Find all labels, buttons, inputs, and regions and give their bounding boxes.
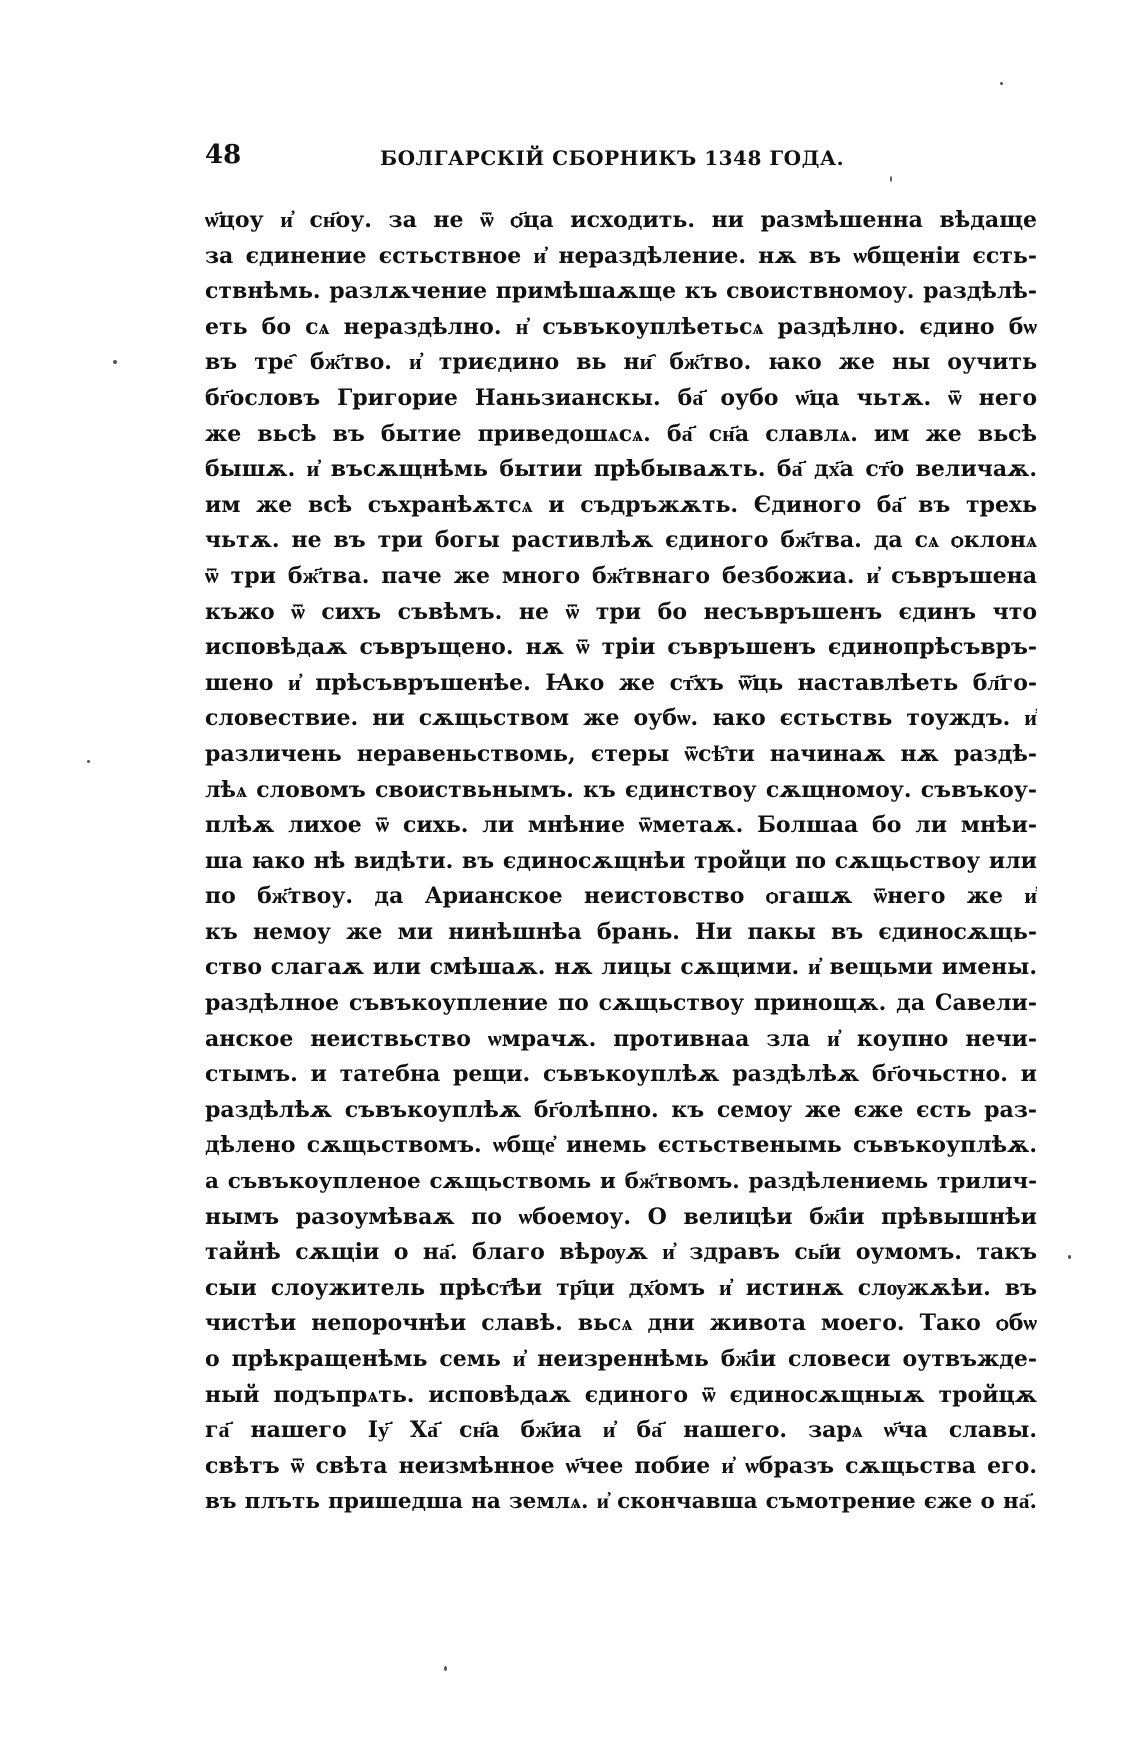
- text-line: еть бо сѧ нераздѣлно. н҆ съвъкоуплѣетьсѧ раздѣлно. єдино бѡ: [205, 313, 1037, 340]
- text-line: сыи слоужитель прѣст҃ѣи тр҃ци дх҃омъ и҆ истинѫ слѹжѫѣи. въ: [205, 1274, 1037, 1301]
- text-line: по бж҃твоу. да Арианское неистовство ѻгашѫ ѿнего же и҆: [205, 883, 1037, 910]
- text-line: къ немоу же ми нинѣшнѣа брань. Ни пакы въ єдиносѫщь-: [205, 918, 1037, 945]
- page-number: 48: [205, 140, 242, 170]
- running-title: БОЛГАРСКІЙ СБОРНИКЪ 1348 ГОДА.: [380, 146, 845, 170]
- text-line: га҃ нашего Іу҃ Ха҃ сн҃а бж҃иа и҆ ба҃ нашего. зарѧ ѡ҃ча славы.: [205, 1417, 1037, 1444]
- scan-speck: [890, 176, 892, 182]
- text-line: о прѣкращенѣмь семь и҆ неизреннѣмь бж҃іи словеси оутвъжде-: [205, 1346, 1037, 1372]
- text-line: ша ꙗко нѣ видѣти. въ єдиносѫщнѣи тройци по сѫщьствоу или: [205, 847, 1037, 874]
- text-line: нымъ разоумѣваѫ по ѡбоемоу. О велицѣи бж҃іи прѣвышнѣи: [205, 1203, 1037, 1230]
- text-line: за єдинение єстьствное и҆ нераздѣление. нѫ въ ѡбщеніи єсть-: [205, 242, 1037, 269]
- text-line: ство слагаѫ или смѣшаѫ. нѫ лицы сѫщими. и҆ вещьми имены.: [205, 954, 1037, 981]
- scan-speck: [444, 1666, 447, 1671]
- text-line: свѣтъ ѿ свѣта неизмѣнное ѡ҃чее побие и҆ ѡбразъ сѫщьства его.: [205, 1452, 1037, 1479]
- scan-speck: [87, 760, 90, 763]
- text-line: чьтѫ. не въ три богы растивлѣѫ єдиного бж҃тва. да сѧ ѻклонѧ: [205, 527, 1037, 554]
- text-line: чистѣи непорочнѣи славѣ. вьсѧ дни живота моего. Тако ѻбѡ: [205, 1310, 1037, 1337]
- text-line: бг҃ословъ Григорие Наньзианскы. ба҃ оубо ѡ҃ца чьтѫ. ѿ него: [205, 384, 1037, 411]
- text-line: же вьсѣ въ бытие приведошѧсѧ. ба҃ сн҃а славлѧ. им же вьсѣ: [205, 420, 1037, 447]
- text-line: а съвъкоупленое сѫщьствомь и бж҃твомъ. раздѣлениемь трилич-: [205, 1169, 1037, 1195]
- text-line: словествие. ни сѫщьством же оубѡ. ꙗко єстьствь тоуждъ. и҆: [205, 705, 1037, 732]
- text-line: ствнѣмь. разлѫчение примѣшаѫще къ своиствномоу. раздѣлѣ-: [205, 278, 1037, 305]
- text-line: различень неравеньствомь, єтеры ѿсѣ҄ти начинаѫ нѫ раздѣ-: [205, 740, 1037, 767]
- page-header: [205, 140, 1037, 180]
- text-line: лѣѧ словомъ своиствьнымъ. къ єдинствоу сѫщномоу. съвъкоу-: [205, 776, 1037, 803]
- text-line: исповѣдаѫ съвръщено. нѫ ѿ тріи съвръшенъ єдинопрѣсъвръ-: [205, 634, 1037, 661]
- text-line: стымъ. и татебна рещи. съвъкоуплѣѫ раздѣлѣѫ бг҃очьстно. и: [205, 1061, 1037, 1088]
- body-text: [205, 203, 1037, 1520]
- scan-speck: [1000, 82, 1003, 85]
- text-line: дѣлено сѫщьствомъ. ѡбще҆ инемь єстьственымь съвъкоуплѣѫ.: [205, 1132, 1037, 1159]
- text-line: тайнѣ сѫщіи о на҃. благо вѣрѹѫ и҆ здравъ сы҃и оумомъ. такъ: [205, 1239, 1037, 1266]
- text-line: къжо ѿ сихъ съвѣмъ. не ѿ три бо несъвръшенъ єдинъ что: [205, 598, 1037, 625]
- text-line: им же всѣ съхранѣѫтсѧ и съдръжѫть. Єдиного ба҃ въ трехь: [205, 491, 1037, 518]
- text-line: въ тре҄ бж҃тво. и҆ триєдино вь ни҄ бж҃тво. ꙗко же ны оучить: [205, 349, 1037, 376]
- scan-speck: [113, 360, 117, 364]
- text-line: анское неиствьство ѡмрачѫ. противнаа зла и҆ коупно нечи-: [205, 1025, 1037, 1052]
- text-line: шено и҆ прѣсъвръшенѣе. Ꙗко же ст҃хъ ѿ҃ць наставлѣеть бл҃го-: [205, 669, 1037, 696]
- text-line: ный подъпрѧть. исповѣдаѫ єдиного ѿ єдиносѫщныѫ тройцѫ: [205, 1381, 1037, 1408]
- text-line: бышѫ. и҆ въсѫщнѣмь бытии прѣбываѫть. ба҃ дх҃а ст҃о величаѫ.: [205, 456, 1037, 483]
- text-line: ѿ три бж҃тва. паче же много бж҃твнаго безбожиа. и҆ съвръшена: [205, 562, 1037, 589]
- text-line: ѡ҃цоу и҆ сн҃оу. за не ѿ ѻ҃ца исходить. ни размѣшенна вѣдаще: [205, 207, 1037, 233]
- text-line: плѣѫ лихое ѿ сихь. ли мнѣние ѿметаѫ. Болшаа бо ли мнѣи-: [205, 812, 1037, 839]
- scan-speck: [1068, 1255, 1071, 1259]
- text-line: раздѣлное съвъкоупление по сѫщьствоу принощѫ. да Савели-: [205, 990, 1037, 1017]
- text-line: раздѣлѣѫ съвъкоуплѣѫ бг҃олѣпно. къ семоу же єже єсть раз-: [205, 1096, 1037, 1123]
- text-line: въ плъть пришедша на землѧ. и҆ скончавша съмотрение єже о на҃.: [205, 1489, 1037, 1515]
